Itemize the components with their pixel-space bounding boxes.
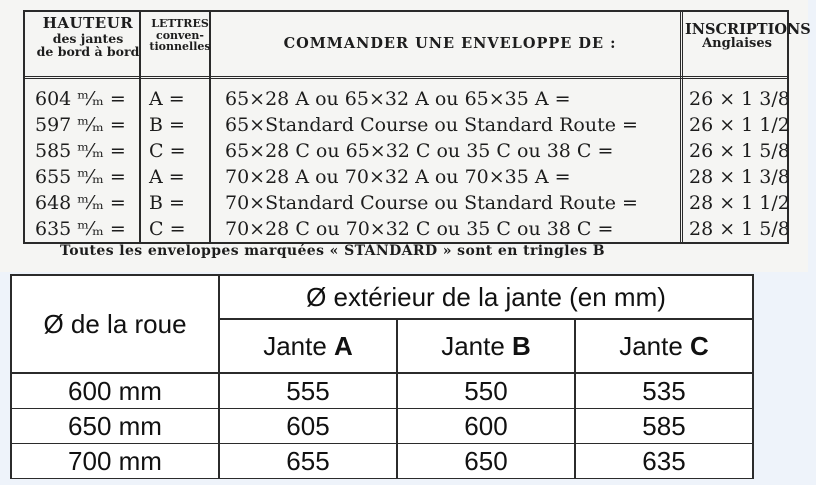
cell-lettre: C = [149, 218, 186, 240]
header-exterieur: Ø extérieur de la jante (en mm) [219, 275, 753, 319]
header-jante-c [575, 319, 753, 373]
cell-commande: 65×28 A ou 65×32 A ou 65×35 A = [225, 88, 571, 110]
header-jante-b [397, 319, 575, 373]
cell-inscription: 28 × 1 5/8 [689, 218, 790, 240]
cell-inscription: 28 × 1 3/8 [689, 166, 790, 188]
jante-word: Jante [441, 330, 505, 361]
header-lettres-line2: conven- [156, 28, 204, 42]
cell-jante-a: 655 [219, 444, 397, 479]
cell-inscription: 26 × 1 1/2 [689, 114, 790, 136]
header-hauteur-line3: de bord à bord [36, 43, 140, 59]
cell-jante-c: 635 [575, 444, 753, 479]
scanned-table-frame [23, 10, 811, 244]
cell-commande: 65×28 C ou 65×32 C ou 35 C ou 38 C = [225, 140, 614, 162]
header-inscriptions-line2: Anglaises [702, 36, 772, 52]
cell-commande: 70×28 A ou 70×32 A ou 70×35 A = [225, 166, 571, 188]
cell-roue: 700 mm [11, 444, 219, 479]
cell-jante-b: 550 [397, 373, 575, 409]
header-commander: COMMANDER UNE ENVELOPPE DE : [283, 35, 617, 52]
header-inscriptions-line1: INSCRIPTIONS [685, 21, 811, 38]
jante-letter: B [512, 330, 531, 361]
rim-diameter-table [10, 274, 754, 479]
header-hauteur [31, 16, 145, 58]
header-row [11, 275, 753, 319]
header-lettres [149, 18, 211, 53]
header-hauteur-line2: des jantes [52, 30, 124, 46]
cell-hauteur: 635 ᵐ⁄ₘ = [35, 218, 126, 240]
cell-hauteur: 585 ᵐ⁄ₘ = [35, 140, 126, 162]
cell-lettre: B = [149, 192, 185, 214]
cell-hauteur: 648 ᵐ⁄ₘ = [35, 192, 126, 214]
header-jante-a [219, 319, 397, 373]
cell-hauteur: 655 ᵐ⁄ₘ = [35, 166, 126, 188]
cell-jante-b: 600 [397, 409, 575, 444]
jante-letter: C [690, 330, 709, 361]
cell-lettre: A = [149, 166, 185, 188]
jante-letter: A [334, 330, 353, 361]
cell-commande: 70×28 C ou 70×32 C ou 35 C ou 38 C = [225, 218, 614, 240]
scan-row [25, 218, 790, 244]
cell-jante-a: 555 [219, 373, 397, 409]
header-lettres-line1: LETTRES [151, 17, 209, 30]
jante-word: Jante [619, 330, 683, 361]
cell-lettre: C = [149, 140, 186, 162]
scan-row [25, 192, 790, 218]
scan-row [25, 166, 790, 192]
header-hauteur-line1: HAUTEUR [42, 14, 134, 32]
scan-row [25, 140, 790, 166]
cell-inscription: 26 × 1 3/8 [689, 88, 790, 110]
header-lettres-line3: tionnelles [149, 40, 211, 54]
cell-jante-b: 650 [397, 444, 575, 479]
cell-hauteur: 597 ᵐ⁄ₘ = [35, 114, 126, 136]
cell-lettre: A = [149, 88, 185, 110]
header-inscriptions [685, 21, 811, 52]
cell-commande: 70×Standard Course ou Standard Route = [225, 192, 638, 214]
cell-hauteur: 604 ᵐ⁄ₘ = [35, 88, 126, 110]
cell-roue: 650 mm [11, 409, 219, 444]
cell-inscription: 26 × 1 5/8 [689, 140, 790, 162]
cell-jante-c: 535 [575, 373, 753, 409]
scan-row [25, 88, 790, 114]
cell-roue: 600 mm [11, 373, 219, 409]
jante-word: Jante [263, 330, 327, 361]
table-row [11, 373, 753, 409]
cell-jante-c: 585 [575, 409, 753, 444]
standard-note: Toutes les enveloppes marquées « STANDARD » sont en tringles B [60, 243, 606, 259]
table-row [11, 444, 753, 479]
header-roue: Ø de la roue [11, 275, 219, 373]
cell-lettre: B = [149, 114, 185, 136]
cell-inscription: 28 × 1 1/2 [689, 192, 790, 214]
table-row [11, 409, 753, 444]
cell-jante-a: 605 [219, 409, 397, 444]
scan-row [25, 114, 790, 140]
header-divider [25, 76, 787, 79]
cell-commande: 65×Standard Course ou Standard Route = [225, 114, 638, 136]
